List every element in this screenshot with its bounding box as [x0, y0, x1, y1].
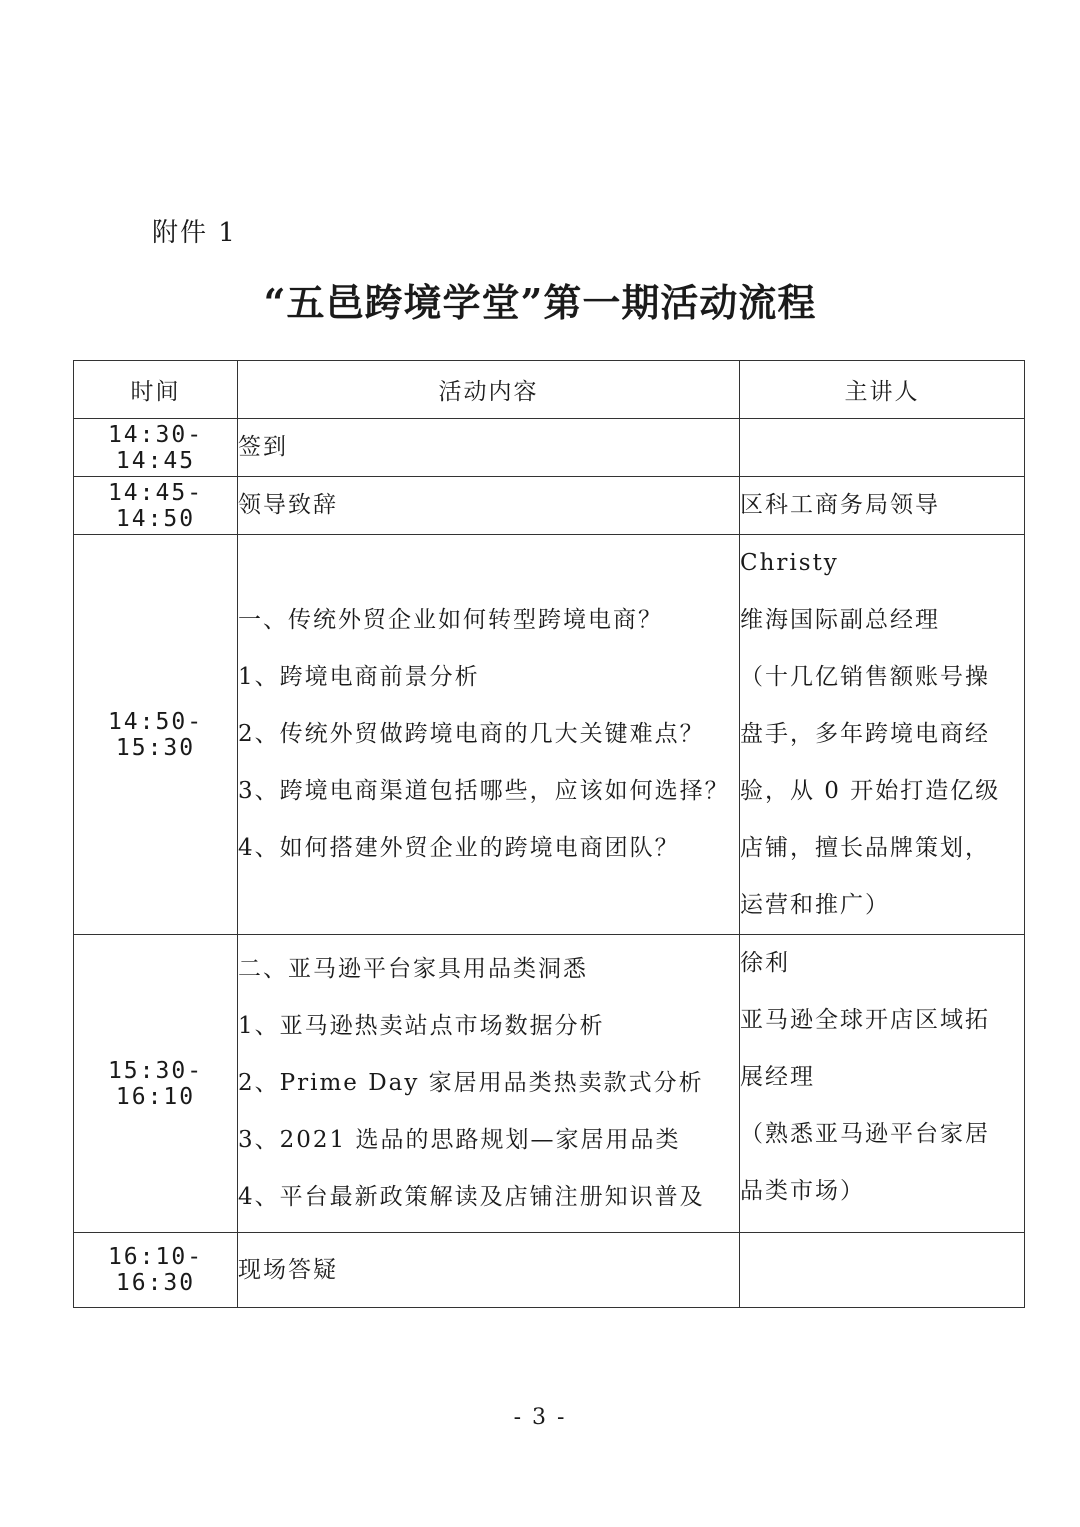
content-cell — [238, 535, 740, 935]
attachment-label: 附件 1 — [152, 218, 237, 248]
speaker-cell — [740, 535, 1025, 935]
table-row — [74, 1233, 1025, 1308]
content-line: 1、跨境电商前景分析 — [238, 664, 480, 690]
speaker-cell — [740, 477, 1025, 535]
content-line: 4、平台最新政策解读及店铺注册知识普及 — [238, 1184, 705, 1210]
speaker-line: Christy — [740, 550, 839, 576]
content-line: 3、2021 选品的思路规划—家居用品类 — [238, 1127, 681, 1153]
document-title: “五邑跨境学堂”第一期活动流程 — [263, 280, 817, 325]
content-cell — [238, 1233, 740, 1308]
table-row — [74, 935, 1025, 1233]
speaker-line: 亚马逊全球开店区域拓 — [740, 1007, 990, 1033]
page-number: - 3 - — [513, 1405, 567, 1430]
content-line: 2、传统外贸做跨境电商的几大关键难点？ — [238, 721, 705, 747]
speaker-cell — [740, 935, 1025, 1233]
speaker-line: 店铺，擅长品牌策划， — [740, 835, 990, 861]
table-row — [74, 419, 1025, 477]
time-cell: 14:30-14:45 — [74, 419, 238, 477]
speaker-line: 展经理 — [740, 1064, 815, 1090]
header-content: 活动内容 — [238, 361, 740, 419]
content-cell — [238, 477, 740, 535]
content-line: 1、亚马逊热卖站点市场数据分析 — [238, 1013, 605, 1039]
table-row — [74, 535, 1025, 935]
speaker-cell — [740, 419, 1025, 477]
schedule-table — [73, 360, 1025, 1308]
time-cell: 14:50-15:30 — [74, 535, 238, 935]
speaker-line: 维海国际副总经理 — [740, 607, 940, 633]
content-line: 签到 — [238, 434, 288, 460]
speaker-line: （熟悉亚马逊平台家居 — [740, 1121, 990, 1147]
speaker-line: 运营和推广） — [740, 892, 890, 918]
content-line: 4、如何搭建外贸企业的跨境电商团队？ — [238, 835, 680, 861]
content-line: 二、亚马逊平台家具用品类洞悉 — [238, 956, 588, 982]
time-cell: 15:30-16:10 — [74, 935, 238, 1233]
speaker-line: 徐利 — [740, 950, 790, 976]
content-line: 2、Prime Day 家居用品类热卖款式分析 — [238, 1070, 704, 1096]
speaker-line: 验，从 0 开始打造亿级 — [740, 778, 1001, 804]
speaker-line: 区科工商务局领导 — [740, 492, 940, 518]
content-cell — [238, 935, 740, 1233]
content-line: 现场答疑 — [238, 1256, 338, 1283]
speaker-line: 品类市场） — [740, 1178, 865, 1204]
table-header-row — [74, 361, 1025, 419]
content-cell — [238, 419, 740, 477]
time-cell: 16:10-16:30 — [74, 1233, 238, 1308]
table-row — [74, 477, 1025, 535]
content-line: 一、传统外贸企业如何转型跨境电商？ — [238, 607, 663, 633]
header-speaker: 主讲人 — [740, 361, 1025, 419]
content-line: 3、跨境电商渠道包括哪些，应该如何选择？ — [238, 778, 730, 804]
content-line: 领导致辞 — [238, 492, 338, 518]
speaker-cell — [740, 1233, 1025, 1308]
speaker-line: （十几亿销售额账号操 — [740, 664, 990, 690]
time-cell: 14:45-14:50 — [74, 477, 238, 535]
header-time: 时间 — [74, 361, 238, 419]
speaker-line: 盘手，多年跨境电商经 — [740, 721, 990, 747]
